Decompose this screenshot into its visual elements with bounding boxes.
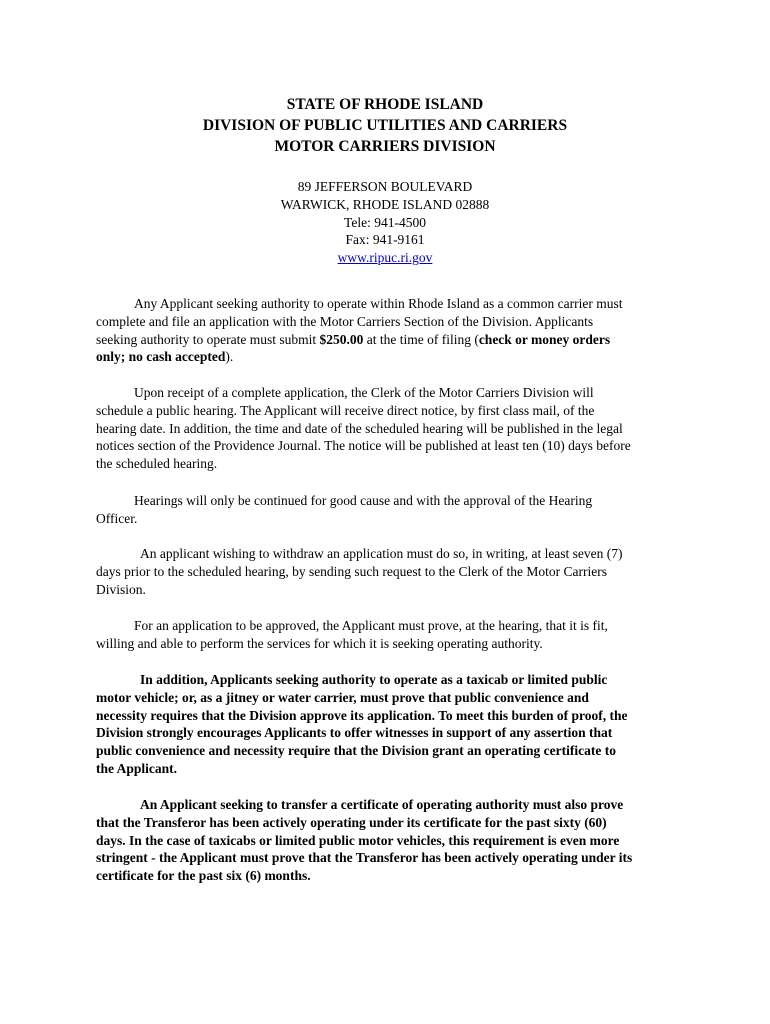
paragraph-public-hearing bbox=[96, 384, 636, 473]
paragraph-application-fee bbox=[96, 295, 636, 366]
hearing-text: Upon receipt of a complete application, the Clerk of the Motor Carriers Division will schedule a public hearing. The Applicant will receive direct notice, by first class mail, of the hearing date. In addition, the time and date of the scheduled hearing will be published in the legal notices section of the Providence Journal. The notice will be published at least ten (10) days before the scheduled hearing. bbox=[96, 385, 631, 472]
payment-terms: check or money orders only; no cash accepted bbox=[96, 331, 611, 365]
paragraph-approval bbox=[96, 617, 636, 653]
website-link[interactable]: www.ripuc.ri.gov bbox=[337, 250, 433, 266]
fee-text-end: ). bbox=[225, 349, 234, 365]
paragraph-public-convenience bbox=[96, 671, 636, 778]
transfer-text: An Applicant seeking to transfer a certificate of operating authority must also prove that the Transferor has been actively operating under its certificate for the past sixty (60) days. In the case of taxicabs or limited public motor vehicles, this requirement is even more stringent - the Applicant must prove that the Transferor has been actively operating under its certificate for the past six (6) months. bbox=[96, 797, 633, 884]
continuance-text: Hearings will only be continued for good cause and with the approval of the Hearing Officer. bbox=[96, 493, 593, 526]
paragraph-continuance bbox=[96, 492, 636, 528]
approval-text: For an application to be approved, the Applicant must prove, at the hearing, that it is fit, willing and able to perform the services for which it is seeking operating authority. bbox=[96, 618, 608, 651]
heading-state: STATE OF RHODE ISLAND bbox=[286, 96, 484, 113]
fee-amount: $250.00 bbox=[319, 331, 364, 347]
heading-motor-carriers: MOTOR CARRIERS DIVISION bbox=[274, 138, 496, 155]
fee-text-middle: at the time of filing ( bbox=[363, 331, 479, 347]
public-convenience-text: In addition, Applicants seeking authority to operate as a taxicab or limited public motor vehicle; or, as a jitney or water carrier, must prove that public convenience and necessity requires that the Division approve its application. To meet this burden of proof, the Division strongly encourages Applicants to offer witnesses in support of any assertion that public convenience and necessity require that the Division grant an operating certificate to the Applicant. bbox=[96, 672, 628, 776]
fax-number: Fax: 941-9161 bbox=[345, 232, 425, 248]
telephone-number: Tele: 941-4500 bbox=[344, 214, 426, 230]
document-heading bbox=[0, 94, 770, 157]
address-city: WARWICK, RHODE ISLAND 02888 bbox=[280, 196, 490, 212]
paragraph-withdrawal bbox=[96, 545, 636, 598]
paragraph-transfer bbox=[96, 796, 636, 885]
heading-division: DIVISION OF PUBLIC UTILITIES AND CARRIERS bbox=[202, 117, 568, 134]
contact-block bbox=[0, 178, 770, 267]
address-street: 89 JEFFERSON BOULEVARD bbox=[297, 179, 473, 194]
fee-text-start: Any Applicant seeking authority to operate within Rhode Island as a common carrier must complete and file an application with the Motor Carriers Section of the Division. Applicants seeking authority to operate must submit bbox=[96, 296, 623, 347]
withdrawal-text: An applicant wishing to withdraw an application must do so, in writing, at least seven (7) days prior to the scheduled hearing, by sending such request to the Clerk of the Motor Carriers Division. bbox=[96, 546, 623, 597]
